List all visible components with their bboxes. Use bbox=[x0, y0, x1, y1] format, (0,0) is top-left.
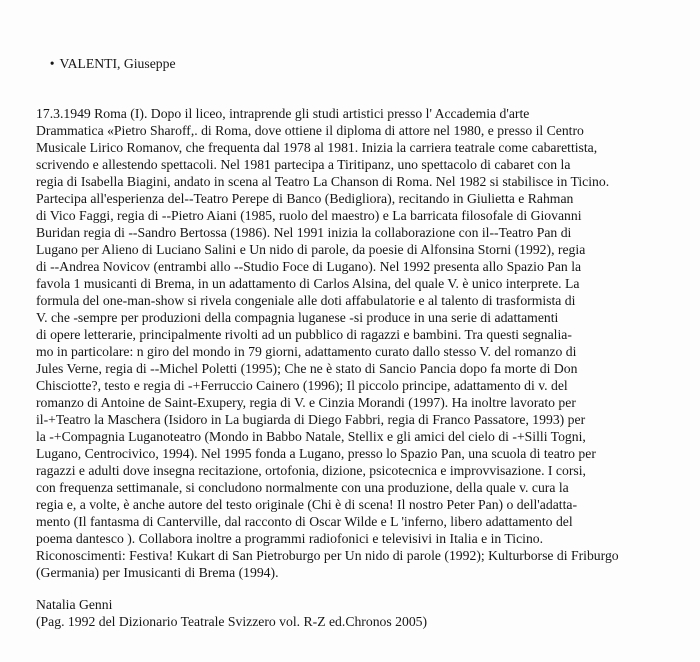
body-line: mento (Il fantasma di Canterville, dal racconto di Oscar Wilde e L 'inferno, libero adattamento del bbox=[36, 514, 573, 529]
body-line: di opere letterarie, principalmente rivolti ad un pubblico di ragazzi e bambini. Tra questi segnalia- bbox=[36, 327, 572, 342]
body-line: Partecipa all'esperienza del--Teatro Perepe di Banco (Bedigliora), recitando in Giulietta e Rahman bbox=[36, 191, 574, 206]
body-line: con frequenza settimanale, si concludono normalmente con una produzione, della quale v. cura la bbox=[36, 480, 569, 495]
entry-footer bbox=[36, 596, 680, 630]
body-line: regia di Isabella Biagini, andato in scena al Teatro La Chanson di Roma. Nel 1982 si stabilisce in Ticino. bbox=[36, 174, 610, 189]
body-line: mo in particolare: n giro del mondo in 79 giorni, adattamento curato dallo stesso V. del romanzo di bbox=[36, 344, 577, 359]
body-line: Lugano, Centrocivico, 1994). Nel 1995 fonda a Lugano, presso lo Spazio Pan, una scuola di teatro per bbox=[36, 446, 596, 461]
entry-body bbox=[36, 105, 680, 581]
entry-heading bbox=[36, 38, 680, 89]
body-line: ragazzi e adulti dove insegna recitazione, ortofonia, dizione, psicotecnica e improvvisazione. I corsi, bbox=[36, 463, 586, 478]
body-line: Buridan regia di --Sandro Bertossa (1986). Nel 1991 inizia la collaborazione con il--Teatro Pan di bbox=[36, 225, 572, 240]
author-name: Natalia Genni bbox=[36, 597, 113, 612]
body-line: il-+Teatro la Maschera (Isidoro in La bugiarda di Diego Fabbri, regia di Franco Passatore, 1993) per bbox=[36, 412, 586, 427]
body-line: Lugano per Alieno di Luciano Salini e Un nido di parole, da poesie di Alfonsina Storni (1992), regia bbox=[36, 242, 586, 257]
body-line: Jules Verne, regia di --Michel Poletti (1995); Che ne è stato di Sancio Pancia dopo fa morte di Don bbox=[36, 361, 578, 376]
body-line: Riconoscimenti: Festiva! Kukart di San Pietroburgo per Un nido di parole (1992); Kulturborse di Friburgo bbox=[36, 548, 619, 563]
body-line: V. che -sempre per produzioni della compagnia luganese -si produce in una serie di adattamenti bbox=[36, 310, 559, 325]
body-line: formula del one-man-show si rivela congeniale alle doti affabulatorie e al talento di trasformista di bbox=[36, 293, 576, 308]
entry-name: VALENTI, Giuseppe bbox=[59, 56, 176, 71]
body-line: romanzo di Antoine de Saint-Exupery, regia di V. e Cinzia Morandi (1997). Ha inoltre lavorato per bbox=[36, 395, 576, 410]
body-line: favola 1 musicanti di Brema, in un adattamento di Carlos Alsina, del quale V. è unico interprete. La bbox=[36, 276, 580, 291]
body-line: Drammatica «Pietro Sharoff,. di Roma, dove ottiene il diploma di attore nel 1980, e presso il Centro bbox=[36, 123, 584, 138]
source-citation: (Pag. 1992 del Dizionario Teatrale Svizzero vol. R-Z ed.Chronos 2005) bbox=[36, 614, 428, 629]
body-line: (Germania) per Imusicanti di Brema (1994). bbox=[36, 565, 279, 580]
bullet-icon: • bbox=[49, 56, 55, 71]
body-line: di --Andrea Novicov (entrambi allo --Studio Foce di Lugano). Nel 1992 presenta allo Spazio Pan la bbox=[36, 259, 582, 274]
body-line: di Vico Faggi, regia di --Pietro Aiani (1985, ruolo del maestro) e La barricata filosofale di Giovanni bbox=[36, 208, 582, 223]
body-line: la -+Compagnia Luganoteatro (Mondo in Babbo Natale, Stellix e gli amici del cielo di -+Silli Togni, bbox=[36, 429, 586, 444]
body-line: Musicale Lirico Romanov, che frequenta dal 1978 al 1981. Inizia la carriera teatrale come cabarettista, bbox=[36, 140, 598, 155]
body-line: scrivendo e allestendo spettacoli. Nel 1981 partecipa a Tiritipanz, uno spettacolo di cabaret con la bbox=[36, 157, 571, 172]
body-line: Chisciotte?, testo e regia di -+Ferruccio Cainero (1996); Il piccolo principe, adattamento di v. del bbox=[36, 378, 568, 393]
body-line: 17.3.1949 Roma (I). Dopo il liceo, intraprende gli studi artistici presso l' Accademia d'arte bbox=[36, 106, 530, 121]
body-line: regia e, a volte, è anche autore del testo originale (Chi è di scena! Il nostro Peter Pan) o dell'adatta- bbox=[36, 497, 578, 512]
body-line: poema dantesco ). Collabora inoltre a programmi radiofonici e televisivi in Italia e in Ticino. bbox=[36, 531, 544, 546]
